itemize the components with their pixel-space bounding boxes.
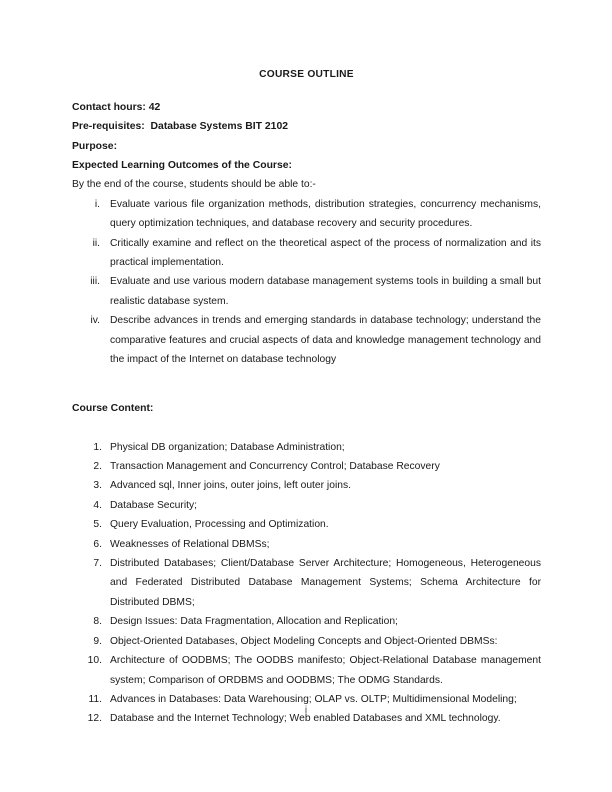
section-spacer bbox=[72, 389, 541, 399]
list-item bbox=[72, 554, 541, 612]
page-title: COURSE OUTLINE bbox=[259, 69, 354, 80]
prerequisites-line: Pre-requisites: Database Systems BIT 2102 bbox=[72, 121, 288, 133]
list-item bbox=[72, 272, 541, 311]
list-item-text: Transaction Management and Concurrency Control; Database Recovery bbox=[110, 461, 440, 473]
section-spacer bbox=[72, 369, 541, 388]
section-spacer bbox=[72, 418, 541, 437]
list-item bbox=[72, 457, 541, 476]
document-content bbox=[72, 68, 541, 729]
course-content-list bbox=[72, 438, 541, 729]
list-item-text: Critically examine and reflect on the theoretical aspect of the process of normalization and its practical implementation. bbox=[110, 237, 541, 269]
list-marker: 2. bbox=[93, 461, 102, 473]
list-marker: ii. bbox=[92, 237, 100, 249]
list-marker: 5. bbox=[93, 519, 102, 531]
list-item bbox=[72, 234, 541, 273]
list-item-text: Describe advances in trends and emerging standards in database technology; understand the comparative features and crucial aspects of data and knowledge management technology and the impact of the Internet on database technology bbox=[110, 315, 541, 366]
list-marker: 7. bbox=[93, 558, 102, 570]
contact-hours-line: Contact hours: 42 bbox=[72, 101, 161, 113]
list-marker: 3. bbox=[93, 480, 102, 492]
list-item bbox=[72, 311, 541, 369]
list-item-text: Evaluate and use various modern database management systems tools in building a small but realistic database system. bbox=[110, 276, 541, 307]
learning-outcomes-list bbox=[72, 195, 541, 370]
list-item-text: Physical DB organization; Database Administration; bbox=[110, 441, 345, 453]
list-marker: 12. bbox=[87, 713, 102, 725]
list-marker: iv. bbox=[90, 315, 100, 327]
purpose-line: Purpose: bbox=[72, 140, 118, 152]
list-item-text: Database Security; bbox=[110, 499, 197, 511]
list-item-text: Distributed Databases; Client/Database Server Architecture; Homogeneous, Heterogeneous and Federated Distributed Database Management Systems; Schema Architecture for Distributed DBMS; bbox=[110, 558, 541, 608]
list-marker: 1. bbox=[93, 441, 102, 453]
page-number-footer: i bbox=[304, 705, 308, 716]
list-item bbox=[72, 632, 541, 651]
list-item-text: Database and the Internet Technology; Web enabled Databases and XML technology. bbox=[110, 713, 501, 725]
list-item bbox=[72, 651, 541, 690]
list-item bbox=[72, 612, 541, 631]
course-content-heading: Course Content: bbox=[72, 402, 154, 414]
list-item bbox=[72, 438, 541, 457]
list-marker: 10. bbox=[87, 655, 102, 667]
list-item-text: Architecture of OODBMS; The OODBS manifesto; Object-Relational Database management system; Comparison of ORDBMS and OODBMS; The ODMG Standards. bbox=[110, 655, 541, 686]
list-marker: i. bbox=[94, 198, 100, 210]
list-marker: 9. bbox=[93, 635, 102, 647]
list-item bbox=[72, 195, 541, 234]
list-marker: 11. bbox=[88, 693, 102, 705]
list-item-text: Weaknesses of Relational DBMSs; bbox=[110, 538, 270, 550]
list-item-text: Query Evaluation, Processing and Optimization. bbox=[110, 519, 329, 531]
expected-outcomes-heading: Expected Learning Outcomes of the Course: bbox=[72, 159, 292, 171]
list-item bbox=[72, 496, 541, 515]
list-marker: 6. bbox=[93, 538, 102, 550]
list-marker: 4. bbox=[93, 499, 102, 511]
list-item-text: Advances in Databases: Data Warehousing; OLAP vs. OLTP; Multidimensional Modeling; bbox=[110, 693, 517, 705]
list-marker: 8. bbox=[93, 616, 102, 628]
list-item bbox=[72, 515, 541, 534]
list-item-text: Object-Oriented Databases, Object Modeling Concepts and Object-Oriented DBMSs: bbox=[110, 635, 498, 647]
outcomes-intro-line: By the end of the course, students should be able to:- bbox=[72, 179, 316, 191]
list-item-text: Design Issues: Data Fragmentation, Allocation and Replication; bbox=[110, 616, 398, 628]
list-item-text: Advanced sql, Inner joins, outer joins, left outer joins. bbox=[110, 480, 351, 492]
list-marker: iii. bbox=[90, 276, 100, 288]
list-item bbox=[72, 535, 541, 554]
list-item bbox=[72, 476, 541, 495]
list-item-text: Evaluate various file organization methods, distribution strategies, concurrency mechanisms, query optimization techniques, and database recovery and security procedures. bbox=[110, 198, 541, 230]
